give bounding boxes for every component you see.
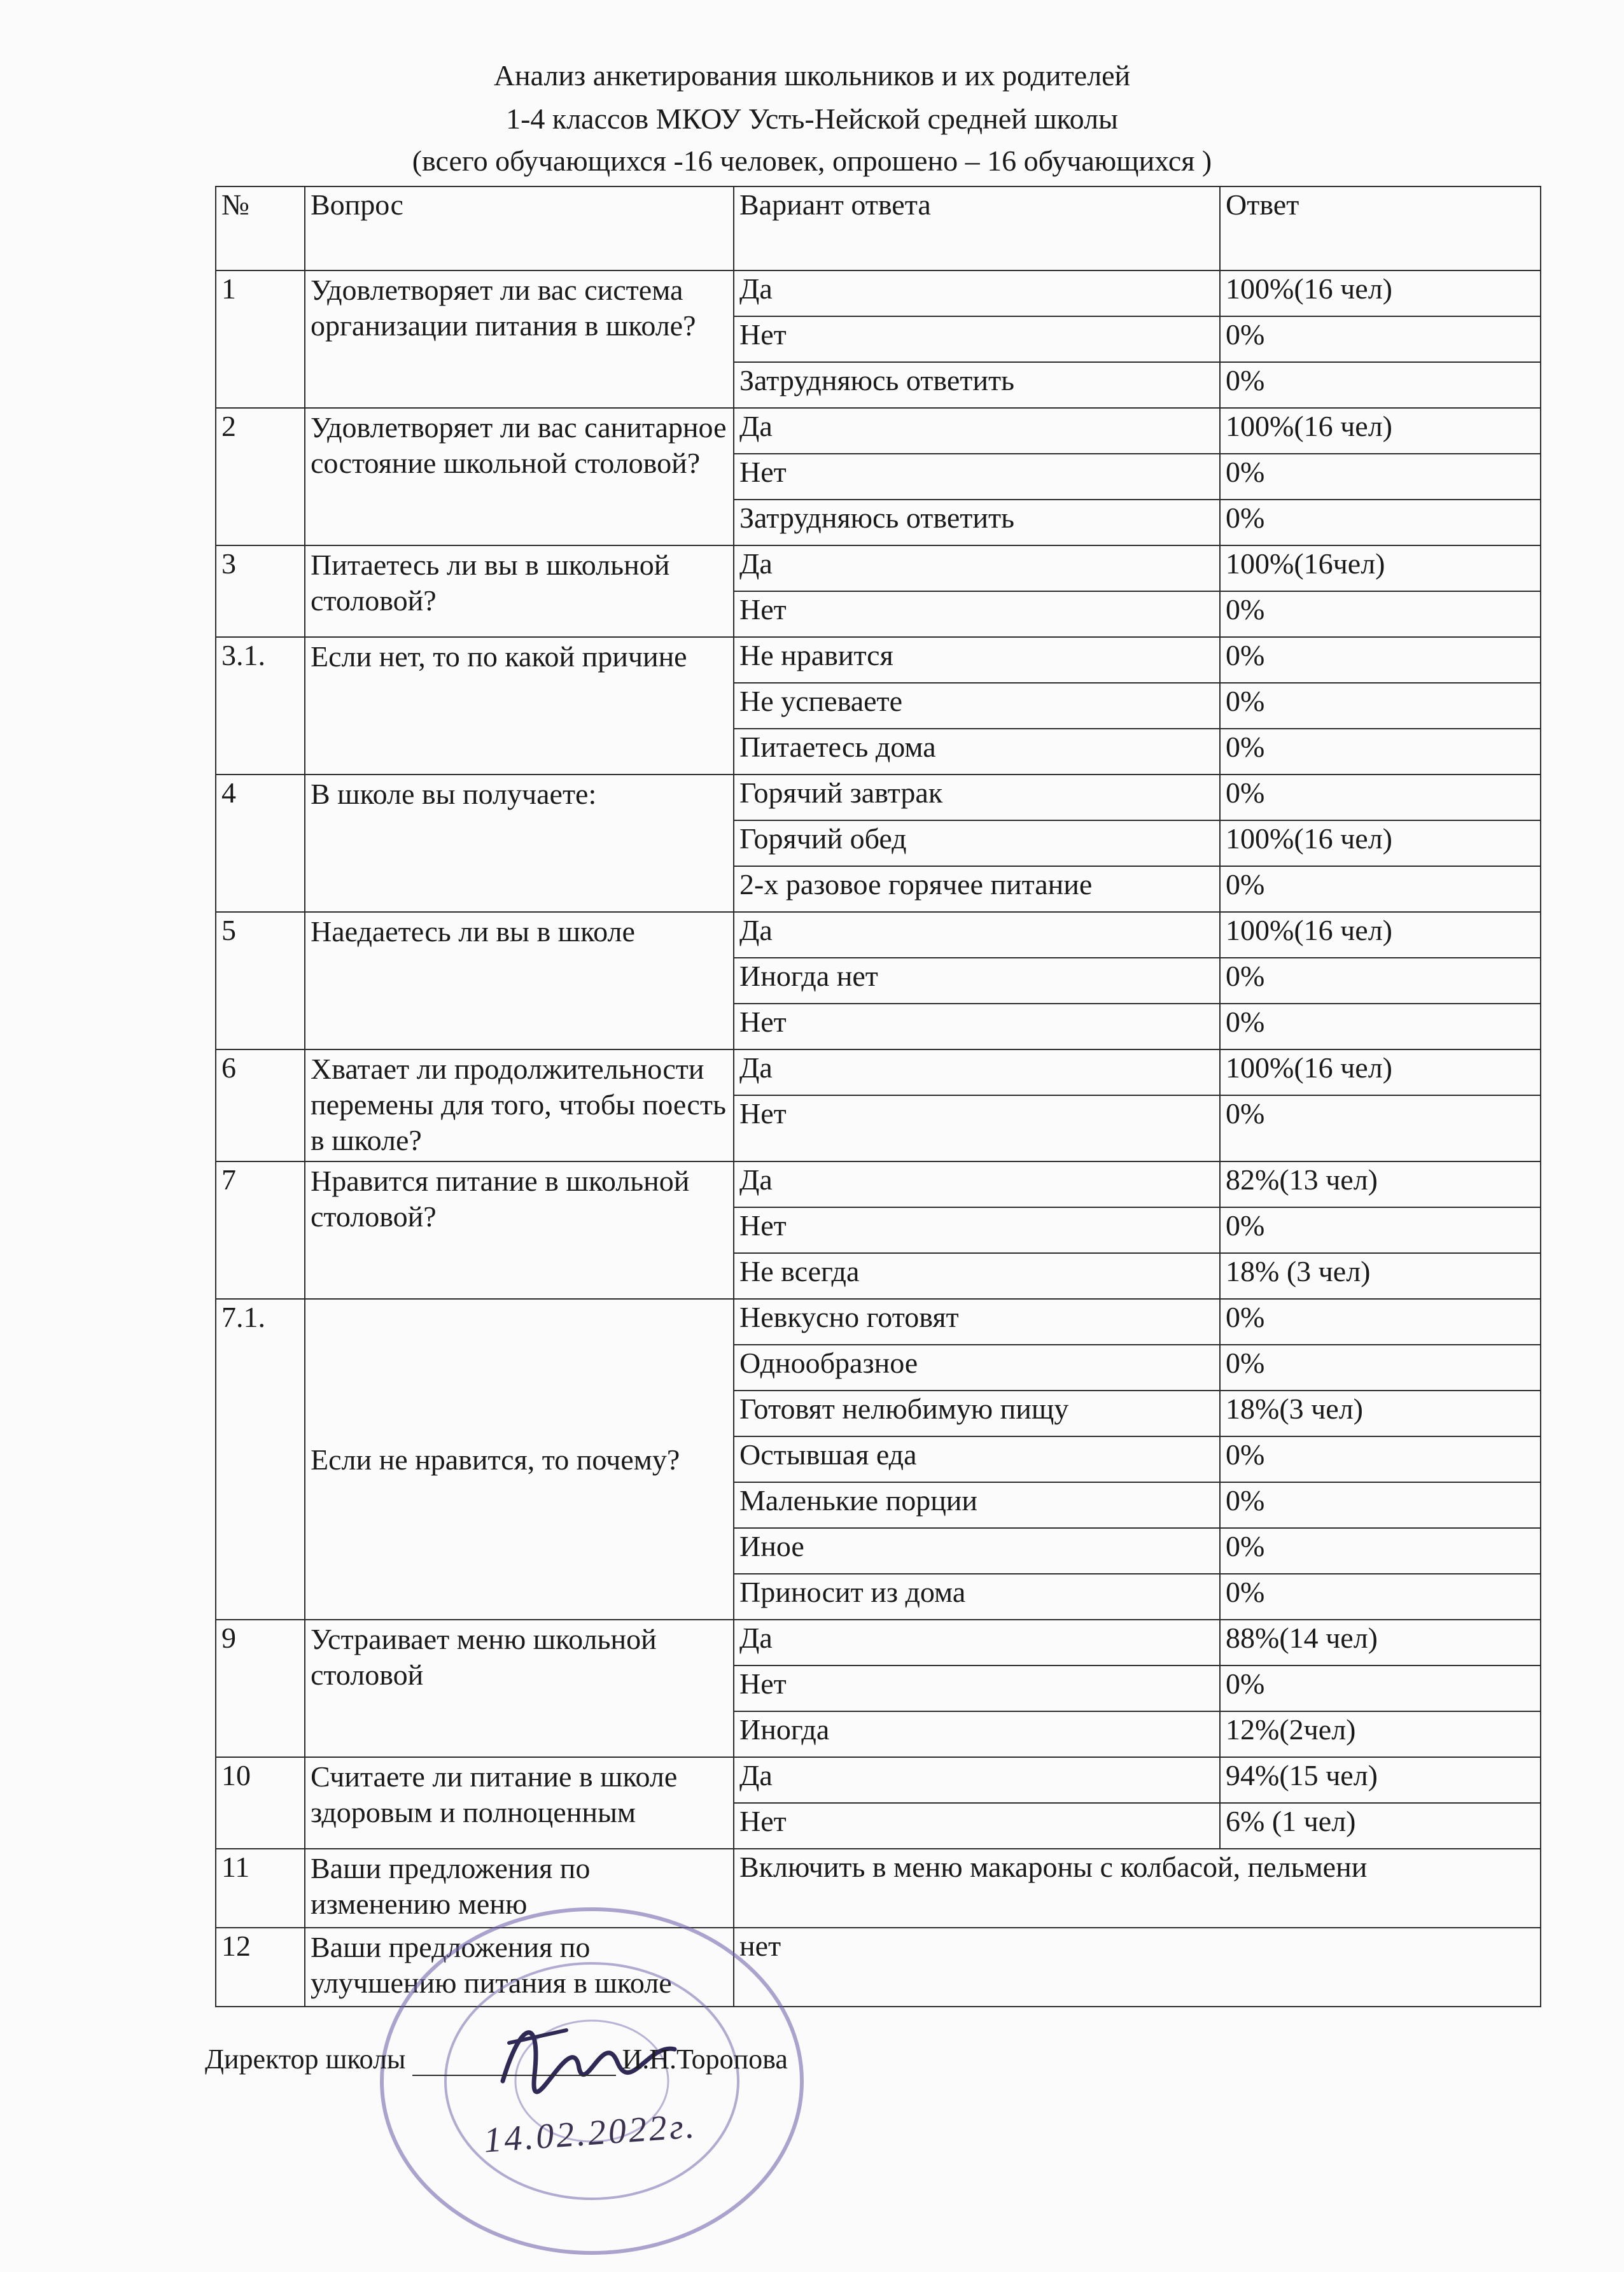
answer-option: Не нравится [734, 637, 1220, 683]
question-text: Наедаетесь ли вы в школе [305, 912, 734, 1049]
answer-option: Иногда [734, 1711, 1220, 1757]
survey-table-body [216, 186, 1541, 2007]
table-row [216, 1299, 1541, 1345]
table-row [216, 1620, 1541, 1665]
table-row [216, 1757, 1541, 1803]
answer-option: Горячий завтрак [734, 775, 1220, 820]
document-title-line-2: 1-4 классов МКОУ Усть-Нейской средней школы [506, 102, 1118, 135]
table-row [216, 1049, 1541, 1095]
question-text: Удовлетворяет ли вас система организации питания в школе? [305, 270, 734, 408]
answer-option: 2-х разовое горячее питание [734, 866, 1220, 912]
question-text: В школе вы получаете: [305, 775, 734, 912]
answer-option: Да [734, 1161, 1220, 1207]
answer-option: Маленькие порции [734, 1482, 1220, 1528]
answer-value: 94%(15 чел) [1220, 1757, 1541, 1803]
header-answer: Ответ [1220, 186, 1541, 270]
answer-option: Иногда нет [734, 958, 1220, 1004]
answer-value: 100%(16 чел) [1220, 408, 1541, 454]
answer-option: Затрудняюсь ответить [734, 500, 1220, 545]
answer-option: Да [734, 912, 1220, 958]
answer-value: 0% [1220, 362, 1541, 408]
answer-option: Затрудняюсь ответить [734, 362, 1220, 408]
answer-value: 0% [1220, 866, 1541, 912]
answer-value: 100%(16 чел) [1220, 270, 1541, 316]
question-text: Нравится питание в школьной столовой? [305, 1161, 734, 1299]
question-text: Ваши предложения по изменению меню [305, 1849, 734, 1928]
director-name: И.Н.Торопова [622, 2044, 788, 2075]
answer-value: 0% [1220, 591, 1541, 637]
answer-option: Да [734, 1757, 1220, 1803]
signature-line [205, 2043, 788, 2076]
table-row [216, 912, 1541, 958]
answer-option: Да [734, 270, 1220, 316]
question-text: Если не нравится, то почему? [305, 1299, 734, 1620]
answer-value: 0% [1220, 729, 1541, 775]
answer-option: Остывшая еда [734, 1436, 1220, 1482]
answer-value: 0% [1220, 958, 1541, 1004]
table-header-row [216, 186, 1541, 270]
answer-value: 0% [1220, 1207, 1541, 1253]
answer-option: Нет [734, 316, 1220, 362]
question-number: 2 [216, 408, 305, 545]
answer-value: 0% [1220, 683, 1541, 729]
answer-option: Нет [734, 1095, 1220, 1161]
question-number: 4 [216, 775, 305, 912]
signature-blank [412, 2049, 616, 2076]
answer-option: Нет [734, 1803, 1220, 1849]
director-position: Директор школы [205, 2044, 406, 2075]
question-number: 6 [216, 1049, 305, 1161]
answer-value: 12%(2чел) [1220, 1711, 1541, 1757]
question-number: 12 [216, 1928, 305, 2007]
answer-option: Нет [734, 1004, 1220, 1049]
answer-value: 0% [1220, 1665, 1541, 1711]
answer-value: 0% [1220, 775, 1541, 820]
answer-option: Горячий обед [734, 820, 1220, 866]
answer-value: 0% [1220, 1482, 1541, 1528]
question-number: 3 [216, 545, 305, 637]
answer-value: 18% (3 чел) [1220, 1253, 1541, 1299]
answer-value: 100%(16чел) [1220, 545, 1541, 591]
answer-option: Да [734, 1620, 1220, 1665]
header-question: Вопрос [305, 186, 734, 270]
question-number: 7.1. [216, 1299, 305, 1620]
answer-value: 88%(14 чел) [1220, 1620, 1541, 1665]
table-row [216, 270, 1541, 316]
answer-value: 0% [1220, 1004, 1541, 1049]
answer-option: Нет [734, 1207, 1220, 1253]
survey-results-table [215, 186, 1541, 2007]
answer-value: 0% [1220, 1436, 1541, 1482]
table-row [216, 545, 1541, 591]
table-row [216, 1161, 1541, 1207]
answer-value: 82%(13 чел) [1220, 1161, 1541, 1207]
question-number: 11 [216, 1849, 305, 1928]
answer-option: Однообразное [734, 1345, 1220, 1391]
answer-option: Нет [734, 1665, 1220, 1711]
answer-value: 100%(16 чел) [1220, 820, 1541, 866]
answer-value: 6% (1 чел) [1220, 1803, 1541, 1849]
answer-option: Да [734, 1049, 1220, 1095]
answer-value: 100%(16 чел) [1220, 912, 1541, 958]
answer-option: Нет [734, 591, 1220, 637]
question-number: 3.1. [216, 637, 305, 775]
answer-value: 0% [1220, 1345, 1541, 1391]
table-row [216, 637, 1541, 683]
answer-value: 0% [1220, 500, 1541, 545]
question-number: 9 [216, 1620, 305, 1757]
answer-value: 0% [1220, 1528, 1541, 1574]
question-text: Считаете ли питание в школе здоровым и полноценным [305, 1757, 734, 1849]
table-row [216, 408, 1541, 454]
answer-value: 0% [1220, 316, 1541, 362]
answer-option: Невкусно готовят [734, 1299, 1220, 1345]
question-number: 5 [216, 912, 305, 1049]
question-number: 7 [216, 1161, 305, 1299]
question-text: Питаетесь ли вы в школьной столовой? [305, 545, 734, 637]
document-title-line-3: (всего обучающихся -16 человек, опрошено – 16 обучающихся ) [412, 144, 1212, 177]
question-number: 10 [216, 1757, 305, 1849]
question-text: Удовлетворяет ли вас санитарное состояние школьной столовой? [305, 408, 734, 545]
question-text: Устраивает меню школьной столовой [305, 1620, 734, 1757]
question-text: Хватает ли продолжительности перемены для того, чтобы поесть в школе? [305, 1049, 734, 1161]
answer-option: Иное [734, 1528, 1220, 1574]
document-title-line-1: Анализ анкетирования школьников и их родителей [493, 59, 1131, 92]
handwritten-date: 14.02.2022г. [482, 2106, 698, 2161]
answer-option: Готовят нелюбимую пищу [734, 1391, 1220, 1436]
answer-option: Не всегда [734, 1253, 1220, 1299]
answer-value: 0% [1220, 1095, 1541, 1161]
question-text: Если нет, то по какой причине [305, 637, 734, 775]
answer-value: 0% [1220, 637, 1541, 683]
answer-option: Приносит из дома [734, 1574, 1220, 1620]
answer-option: Не успеваете [734, 683, 1220, 729]
header-number: № [216, 186, 305, 270]
free-text-answer: Включить в меню макароны с колбасой, пельмени [734, 1849, 1541, 1928]
answer-value: 18%(3 чел) [1220, 1391, 1541, 1436]
table-row [216, 775, 1541, 820]
answer-option: Нет [734, 454, 1220, 500]
answer-option: Да [734, 545, 1220, 591]
answer-option: Питаетесь дома [734, 729, 1220, 775]
header-answer-option: Вариант ответа [734, 186, 1220, 270]
free-text-answer: нет [734, 1928, 1541, 2007]
answer-value: 0% [1220, 454, 1541, 500]
answer-option: Да [734, 408, 1220, 454]
answer-value: 0% [1220, 1299, 1541, 1345]
answer-value: 100%(16 чел) [1220, 1049, 1541, 1095]
answer-value: 0% [1220, 1574, 1541, 1620]
question-number: 1 [216, 270, 305, 408]
question-text: Ваши предложения по улучшению питания в школе [305, 1928, 734, 2007]
